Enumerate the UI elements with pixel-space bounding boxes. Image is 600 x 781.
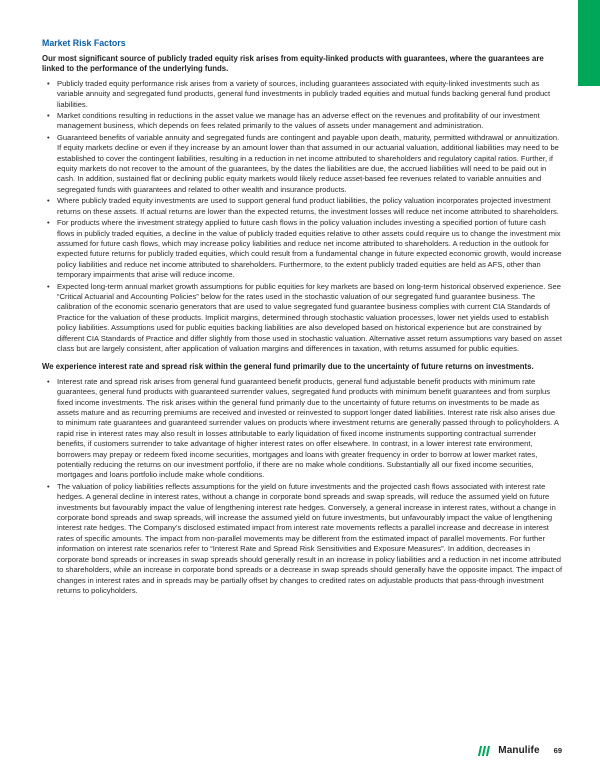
manulife-logo-icon xyxy=(479,746,491,756)
section-heading: Market Risk Factors xyxy=(42,38,126,48)
lead-paragraph-equity-risk: Our most significant source of publicly traded equity risk arises from equity-linked products with guarantees, where the guarantees are linked to the performance of the underlying funds. xyxy=(42,54,544,74)
bullet-list-equity-risk xyxy=(42,79,563,355)
bullet-list-interest-rate-risk xyxy=(42,377,563,597)
list-item: • Interest rate and spread risk arises from general fund guaranteed benefit products, general fund adjustable benefit products with minimum rate guarantees, general fund products with guaranteed surrender values, segregated fund products with minimum benefit guarantees and from surplus fixed income investments. The risk arises within the general fund primarily due to the uncertainty of future returns on investments to be made as assets mature and as recurring premiums are received and invested or reinvested to support longer dated liabilities. Interest rate risk also arises due to minimum rate guarantees and guaranteed surrender values on products where investment returns are generally passed through to policyholders. A rapid rise in interest rates may also result in losses attributable to early liquidation of fixed income instruments supporting contractual surrender benefits, if customers surrender to take advantage of higher interest rates on offer elsewhere. In contrast, in a lower interest rate environment, borrowers may prepay or redeem fixed income securities, mortgages and loans with greater frequency in order to borrow at lower market rates, potentially reducing the returns on our investment portfolio, if there are no make whole conditions. Substantially all our fixed income securities, mortgages and loans portfolio include make whole conditions. xyxy=(57,377,563,481)
list-item: • The valuation of policy liabilities reflects assumptions for the yield on future investments and the projected cash flows associated with interest rate hedges. A general decline in interest rates, without a change in corporate bond spreads and swap spreads, will reduce the assumed yield on future investments but favourably impact the value of lengthening interest rate hedges. Conversely, a general increase in interest rates, without a change in corporate bond spreads and swap spreads, will increase the assumed yield on future investments, but unfavourably impact the value of lengthening interest rate hedges. The Company’s disclosed estimated impact from interest rate movements reflects a parallel increase and decrease in interest rates of specific amounts. The impact from non-parallel movements may be different from the estimated impact of parallel movements. For further information on interest rate scenarios refer to “Interest Rate and Spread Risk Sensitivities and Exposure Measures”. In addition, decreases in corporate bond spreads or increases in swap spreads should generally result in an increase in policy liabilities and a reduction in net income attributed to shareholders, while an increase in corporate bond spreads or a decrease in swap spreads should generally have the opposite impact. The impact of changes in interest rates and in spreads may be partially offset by changes to credited rates on adjustable products that pass-through investment returns to policyholders. xyxy=(57,482,563,596)
list-item: • Expected long-term annual market growth assumptions for public equities for key markets are based on long-term historical observed experience. See “Critical Actuarial and Accounting Policies” below for the rates used in the stochastic valuation of our segregated fund guarantee business. The calibration of the economic scenario generators that are used to value segregated fund guarantee business complies with current CIA Standards of Practice for the valuation of these products. Implicit margins, determined through stochastic valuation processes, lower net yields used to establish policy liabilities. Assumptions used for public equities backing liabilities are also developed based on historical experience but are constrained by different CIA Standards of Practice and differ slightly from those used in stochastic valuation. Alternative asset return assumptions vary based on asset class but are largely consistent, after application of valuation margins and differences in taxation, with returns assumed for public equities. xyxy=(57,282,563,355)
lead-paragraph-interest-rate-risk: We experience interest rate and spread risk within the general fund primarily due to the uncertainty of future returns on investments. xyxy=(42,362,534,372)
list-item: • Where publicly traded equity investments are used to support general fund product liabilities, the policy valuation incorporates projected investment returns on these assets. If actual returns are lower than the expected returns, the investment losses will reduce net income attributed to shareholders. xyxy=(57,196,563,217)
list-item: • Publicly traded equity performance risk arises from a variety of sources, including guarantees associated with equity-linked investments such as variable annuity and segregated fund products, general fund investments in publicly traded equities and mutual funds backing general fund product liabilities. xyxy=(57,79,563,110)
page-footer xyxy=(479,745,562,756)
list-item: • Market conditions resulting in reductions in the asset value we manage has an adverse effect on the revenues and profitability of our investment management business, which depends on fees related primarily to the values of assets under management and administration. xyxy=(57,111,563,132)
list-item: • For products where the investment strategy applied to future cash flows in the policy valuation includes investing a specified portion of future cash flows in publicly traded equities, a decline in the value of publicly traded equities relative to other assets could require us to change the investment mix assumed for future cash flows, which may increase policy liabilities and reduce net income attributed to shareholders. A reduction in the outlook for expected future returns for publicly traded equities, which could result from a fundamental change in future expected economic growth, would increase policy liabilities and reduce net income attributed to shareholders. Furthermore, to the extent publicly traded equities are held as AFS, other than temporary impairments that arise will reduce income. xyxy=(57,218,563,280)
page-number: 69 xyxy=(553,746,562,755)
brand-wordmark: Manulife xyxy=(498,745,540,756)
page-content xyxy=(42,38,563,604)
list-item: • Guaranteed benefits of variable annuity and segregated funds are contingent and payable upon death, maturity, permitted withdrawal or annuitization. If equity markets decline or even if they increase by an amount lower than that assumed in our actuarial valuation, additional liabilities may need to be established to cover the contingent liabilities, resulting in a reduction in net income attributed to shareholders and regulatory capital ratios. Further, if equity markets do not recover to the amount of the guarantees, by the dates the liabilities are due, the accrued liabilities will need to be paid out in cash. In addition, sustained flat or declining public equity markets would likely reduce asset-based fee revenues related to variable annuities and segregated funds with guarantees and related to other wealth and insurance products. xyxy=(57,133,563,195)
section-corner-tab xyxy=(578,0,600,86)
